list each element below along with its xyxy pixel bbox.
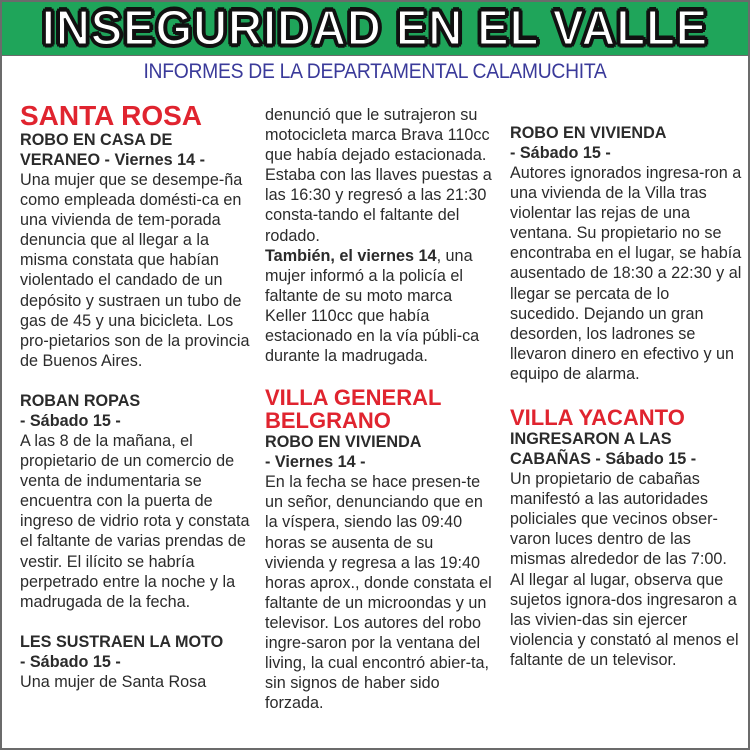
- column-right: [510, 123, 742, 670]
- headline-line: ROBAN ROPAS: [20, 391, 141, 410]
- story-body: Una mujer que se desempe-ña como empleada domésti-ca en una vivienda de tem-porada denuncia que al llegar a la misma constata que habían violentado el candado de un depósito y sustraen un tubo de gas de 45 y una bicicleta. Los pro-pietarios son de la provincia de Buenos Aires.: [20, 171, 250, 370]
- headline-line: - Sábado 15 -: [510, 144, 611, 162]
- page-subtitle: INFORMES DE LA DEPARTAMENTAL CALAMUCHITA: [143, 60, 607, 83]
- place-heading-villa-yacanto: VILLA YACANTO: [510, 405, 685, 431]
- headline-line: CABAÑAS - Sábado 15 -: [510, 450, 697, 469]
- headline-line: ROBO EN VIVIENDA: [510, 124, 667, 142]
- story-headline: [510, 429, 742, 469]
- story-body: En la fecha se hace presen-te un señor, denunciando que en la víspera, siendo las 09:40 horas se ausenta de su vivienda y regresa a las 19:40 horas aprox., donde constata el faltante de un microondas y un televisor. Los autores del robo ingre-saron por la ventana del living, la cual encontró abier-ta, sin signos de haber sido forzada.: [265, 473, 492, 713]
- story-headline: [20, 391, 252, 431]
- headline-line: ROBO EN CASA DE: [20, 131, 173, 149]
- headline-line: - Viernes 14 -: [265, 453, 366, 472]
- headline-line: INGRESARON A LAS: [510, 430, 672, 449]
- column-middle: [265, 105, 497, 713]
- body-text: , una mujer informó a la policía el faltante de su moto marca Keller 110cc que había estacionado en la vía públi-ca durante la madrugada.: [265, 246, 480, 366]
- headline-line: VERANEO - Viernes 14 -: [20, 151, 206, 169]
- story-body: Un propietario de cabañas manifestó a las autoridades policiales que vecinos obser-varon luces dentro de las mismas alrededor de las 7:00. Al llegar al lugar, observa que sujetos ignora-dos ingresaron a las vivien-das sin ejercer violencia y constató al menos el faltante de un televisor.: [510, 470, 739, 669]
- story-headline: [510, 123, 742, 163]
- place-heading-santa-rosa: SANTA ROSA: [20, 100, 202, 131]
- place-line: BELGRANO: [265, 408, 391, 434]
- page-title: INSEGURIDAD EN EL VALLE: [41, 0, 709, 56]
- story-body: Autores ignorados ingresa-ron a una vivienda de la Villa tras violentar las rejas de una ventana. Su propietario no se encontraba en el lugar, se había ausentado de 18:30 a 22:30 y al llegar se percata de lo sucedido. Dejando un gran desorden, los ladrones se llevaron dinero en efectivo y un equipo de alarma.: [510, 164, 742, 383]
- story-headline: [265, 432, 497, 472]
- headline-line: - Sábado 15 -: [20, 652, 121, 671]
- place-line: VILLA GENERAL: [265, 385, 442, 411]
- headline-line: LES SUSTRAEN LA MOTO: [20, 632, 224, 651]
- place-heading-villa-general-belgrano: [265, 386, 497, 432]
- story-body: Una mujer de Santa Rosa: [20, 672, 207, 691]
- story-body: A las 8 de la mañana, el propietario de un comercio de venta de indumentaria se encuentra con la puerta de ingreso de vidrio rota y constata el faltante de varias prendas de vestir. El ilícito se habría perpetrado entre la noche y la madrugada de la fecha.: [20, 431, 250, 611]
- column-santa-rosa: [20, 102, 252, 692]
- story-body-continued: denunció que le sutrajeron su motocicleta marca Brava 110cc que había dejado estacionada. Estaba con las llaves puestas a las 16:30 y regresó a las 21:30 consta-tando el faltante del rodado.: [265, 106, 492, 245]
- story-headline: [20, 130, 252, 170]
- headline-line: - Sábado 15 -: [20, 411, 121, 430]
- bold-lead: También, el viernes 14: [265, 246, 437, 265]
- story-body: [265, 246, 497, 367]
- story-headline: [20, 632, 252, 672]
- headline-line: ROBO EN VIVIENDA: [265, 433, 422, 452]
- title-banner: [2, 2, 748, 56]
